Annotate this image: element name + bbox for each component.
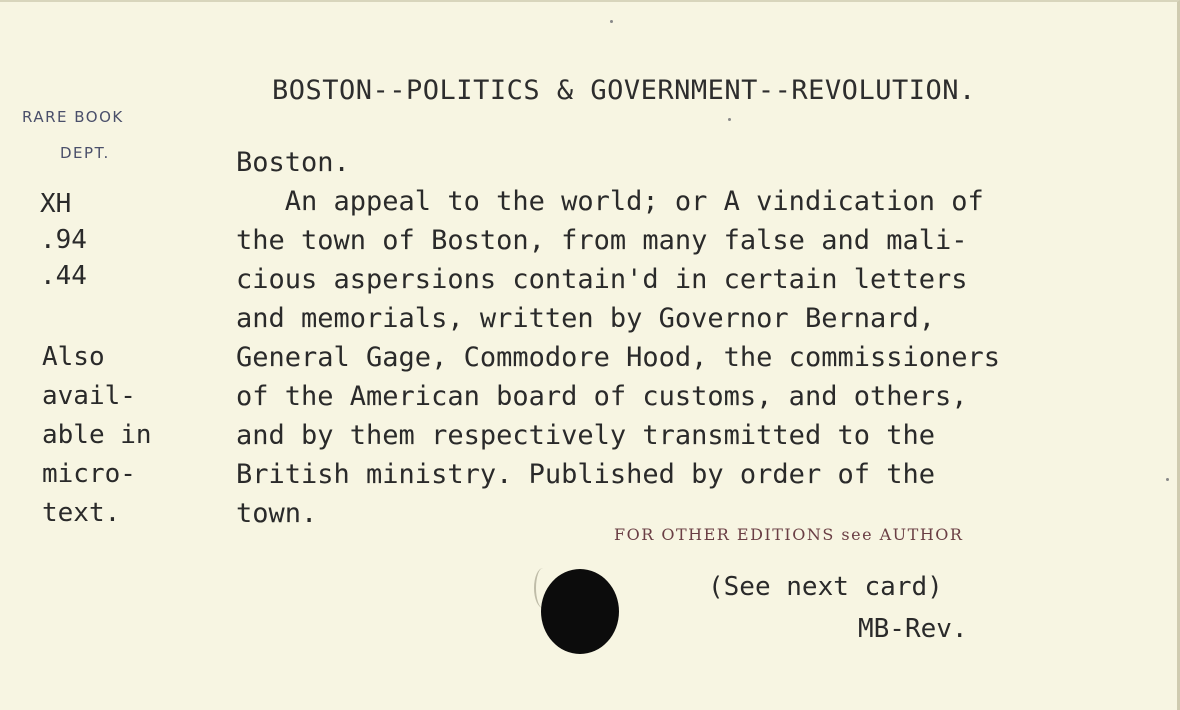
call-number-line: XH: [40, 189, 72, 219]
speck: [1166, 478, 1169, 481]
availability-line: avail-: [42, 381, 136, 411]
entry-line: and by them respectively transmitted to the: [236, 420, 935, 451]
punch-hole: [541, 569, 619, 654]
speck: [610, 20, 613, 23]
entry-author: Boston.: [236, 147, 350, 178]
call-number-line: .44: [40, 261, 87, 291]
availability-line: micro-: [42, 459, 136, 489]
subject-heading: BOSTON--POLITICS & GOVERNMENT--REVOLUTION.: [272, 75, 976, 106]
availability-line: able in: [42, 420, 152, 450]
location-line-1: RARE BOOK: [22, 108, 124, 126]
availability-line: text.: [42, 498, 121, 528]
other-editions-stamp: FOR OTHER EDITIONS see AUTHOR: [614, 525, 964, 544]
entry-line: An appeal to the world; or A vindication of: [236, 186, 984, 217]
catalog-entry: [236, 143, 1000, 533]
location-line-2: DEPT.: [60, 144, 110, 162]
entry-line: of the American board of customs, and others,: [236, 381, 968, 412]
entry-line: town.: [236, 498, 318, 529]
entry-line: British ministry. Published by order of the: [236, 459, 935, 490]
entry-line: the town of Boston, from many false and mali-: [236, 225, 968, 256]
speck: [728, 118, 731, 121]
entry-line: cious aspersions contain'd in certain letters: [236, 264, 968, 295]
call-number: [40, 186, 87, 294]
call-number-line: .94: [40, 225, 87, 255]
availability-note: [42, 338, 152, 533]
library-sigla: MB-Rev.: [858, 614, 968, 644]
see-next-card: (See next card): [708, 572, 943, 602]
entry-line: and memorials, written by Governor Bernard,: [236, 303, 935, 334]
entry-line: General Gage, Commodore Hood, the commissioners: [236, 342, 1001, 373]
availability-line: Also: [42, 342, 105, 372]
